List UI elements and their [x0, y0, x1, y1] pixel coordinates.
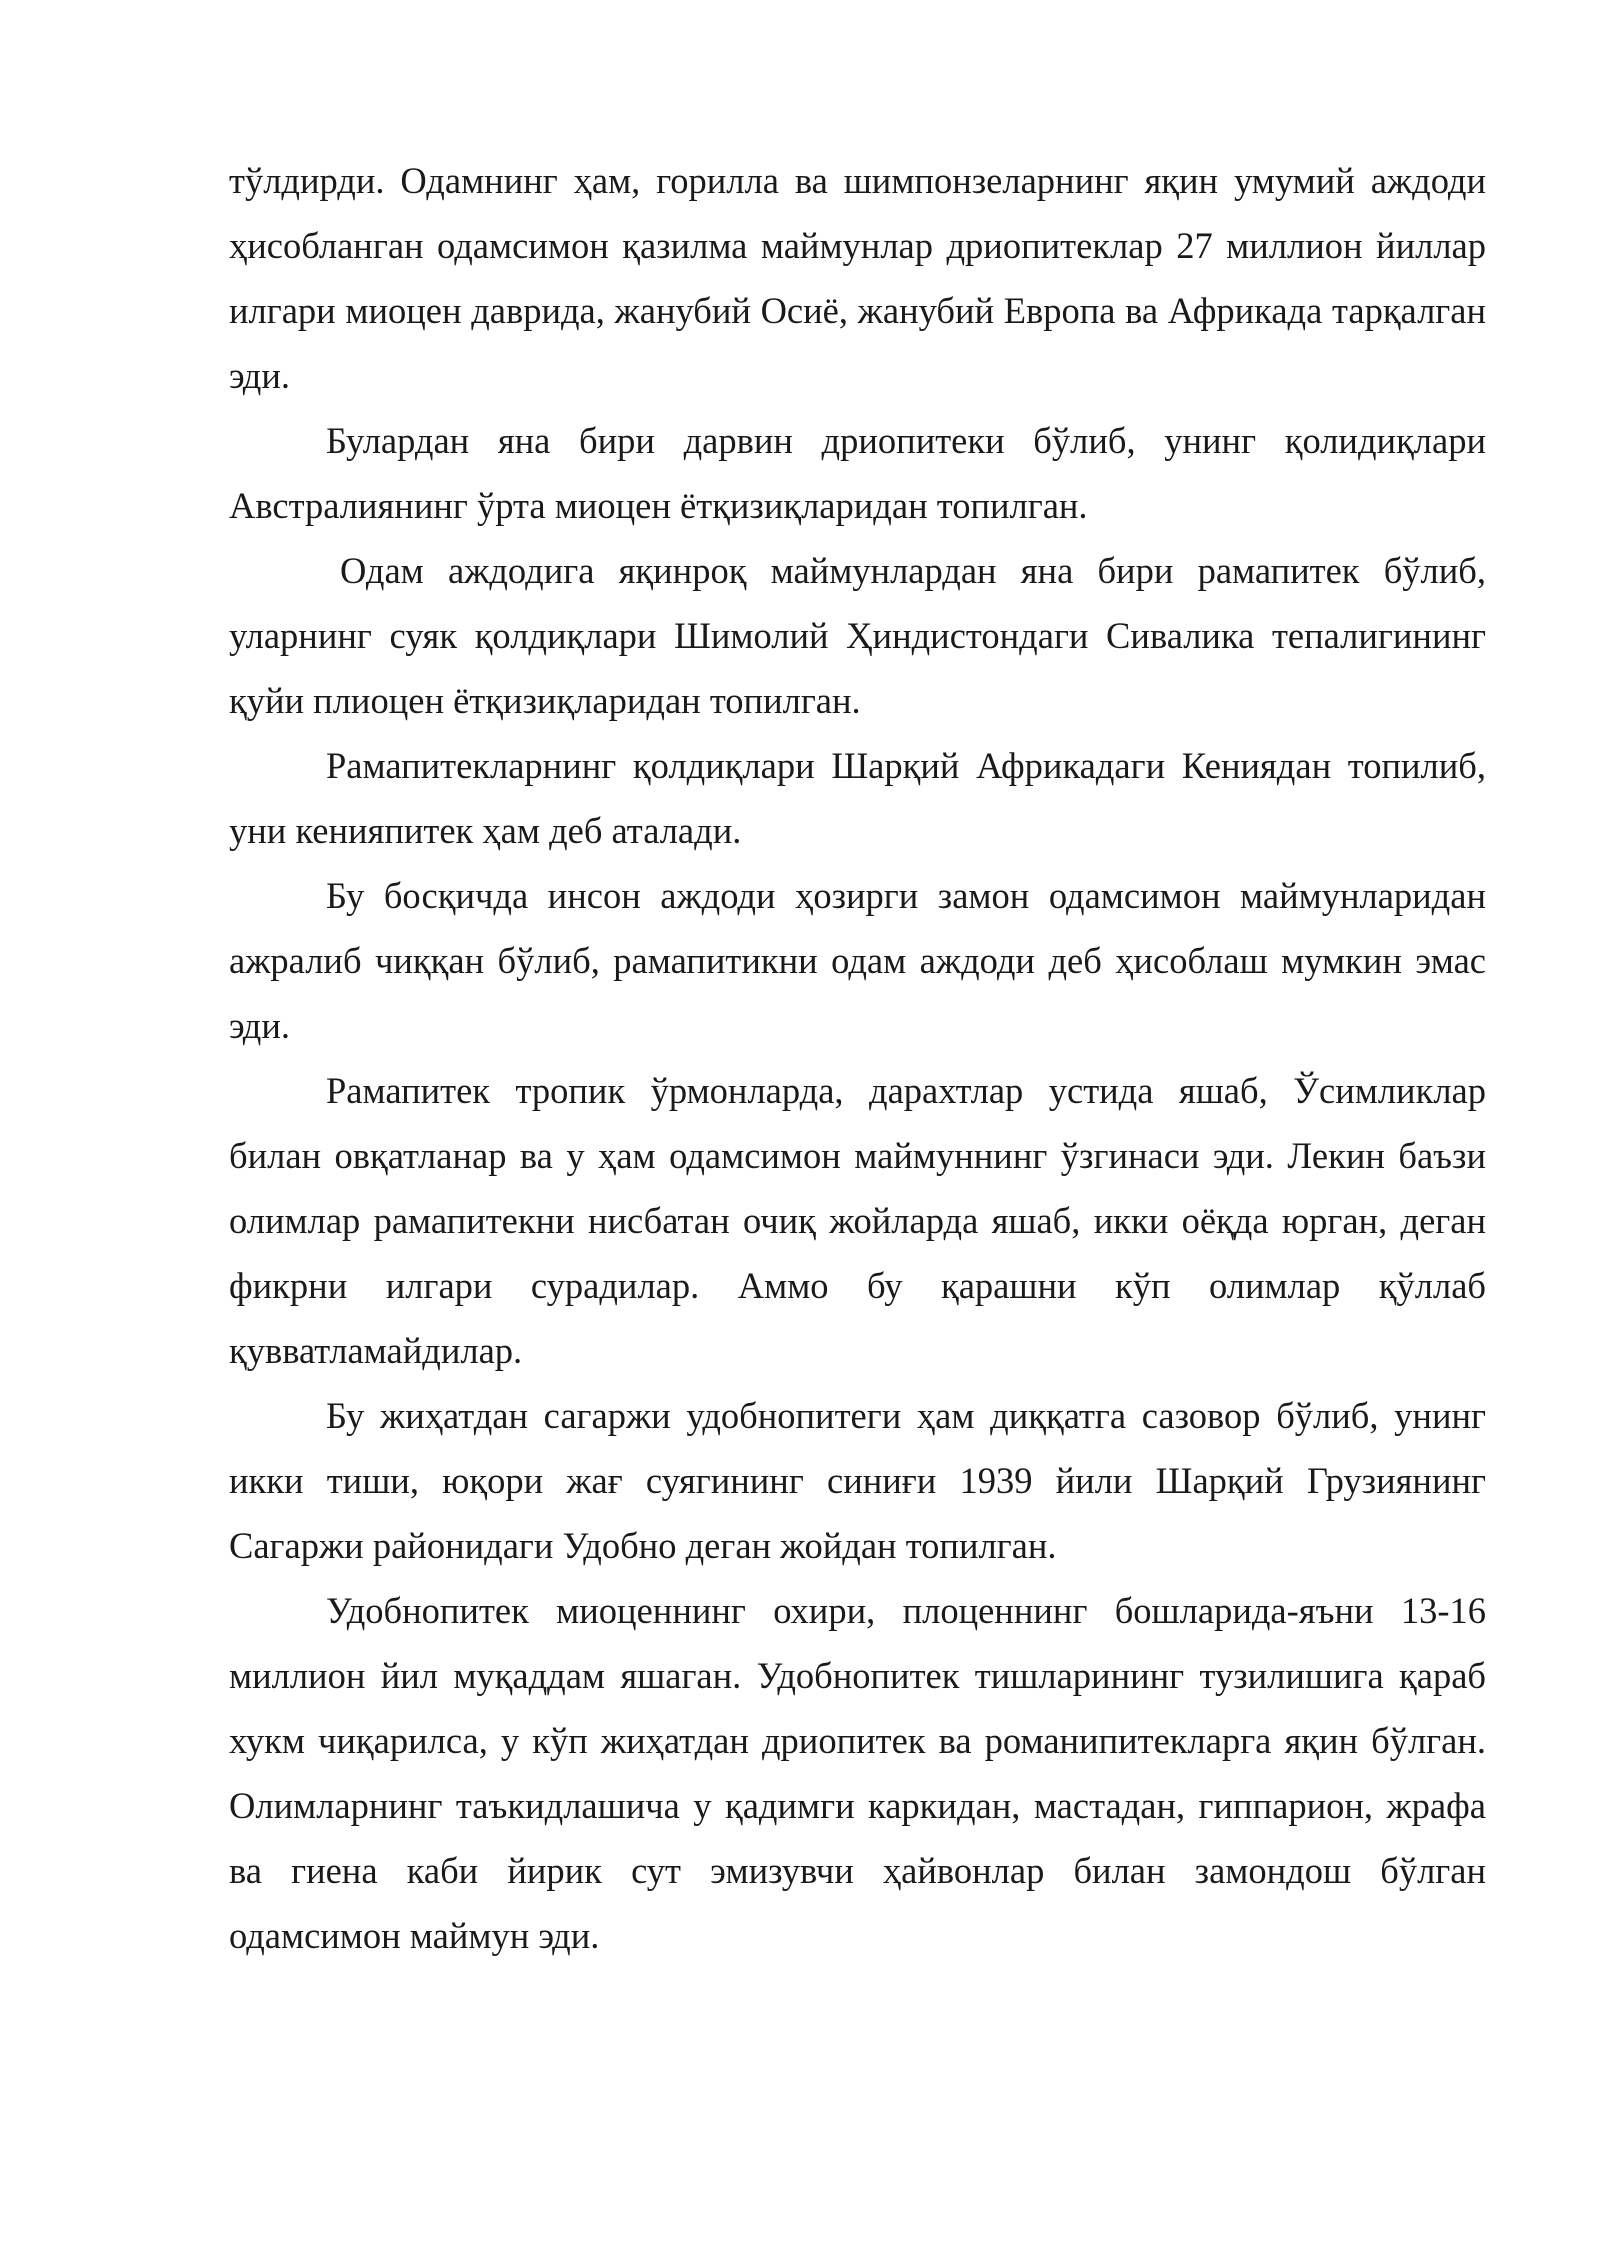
- paragraph-4: Рамапитекларнинг қолдиқлари Шарқий Африкадаги Кениядан топилиб, уни кенияпитек ҳам деб аталади.: [229, 745, 1486, 851]
- paragraph-7: Бу жиҳатдан сагаржи удобнопитеги ҳам диққатга сазовор бўлиб, унинг икки тиши, юқори жағ суягининг синиғи 1939 йили Шарқий Грузиянинг Сагаржи районидаги Удобно деган жойдан топилган.: [229, 1395, 1486, 1566]
- paragraph-5: Бу босқичда инсон аждоди ҳозирги замон одамсимон маймунларидан ажралиб чиққан бўлиб, рамапитикни одам аждоди деб ҳисоблаш мумкин эмас эди.: [229, 875, 1486, 1046]
- paragraph-6: Рамапитек тропик ўрмонларда, дарахтлар устида яшаб, Ўсимликлар билан овқатланар ва у ҳам одамсимон маймуннинг ўзгинаси эди. Лекин баъзи олимлар рамапитекни нисбатан очиқ жойларда яшаб, икки оёқда юрган, деган фикрни илгари сурадилар. Аммо бу қарашни кўп олимлар қўллаб қувватламайдилар.: [229, 1070, 1486, 1371]
- paragraph-3: Одам аждодига яқинроқ маймунлардан яна бири рамапитек бўлиб, уларнинг суяк қолдиқлари Шимолий Ҳиндистондаги Сивалика тепалигининг қуйи плиоцен ётқизиқларидан топилган.: [229, 550, 1486, 721]
- paragraph-8: Удобнопитек миоценнинг охири, плоценнинг бошларида-яъни 13-16 миллион йил муқаддам яшаган. Удобнопитек тишларининг тузилишига қараб хукм чиқарилса, у кўп жиҳатдан дриопитек ва романипитекларга яқин бўлган. Олимларнинг таъкидлашича у қадимги каркидан, мастадан, гиппарион, жрафа ва гиена каби йирик сут эмизувчи ҳайвонлар билан замондош бўлган одамсимон маймун эди.: [229, 1590, 1486, 1956]
- document-body: [229, 148, 1486, 1968]
- paragraph-2: Булардан яна бири дарвин дриопитеки бўлиб, унинг қолидиқлари Австралиянинг ўрта миоцен ётқизиқларидан топилган.: [229, 420, 1486, 526]
- paragraph-1: тўлдирди. Одамнинг ҳам, горилла ва шимпонзеларнинг яқин умумий аждоди ҳисобланган одамсимон қазилма маймунлар дриопитеклар 27 миллион йиллар илгари миоцен даврида, жанубий Осиё, жанубий Европа ва Африкада тарқалган эди.: [229, 160, 1486, 396]
